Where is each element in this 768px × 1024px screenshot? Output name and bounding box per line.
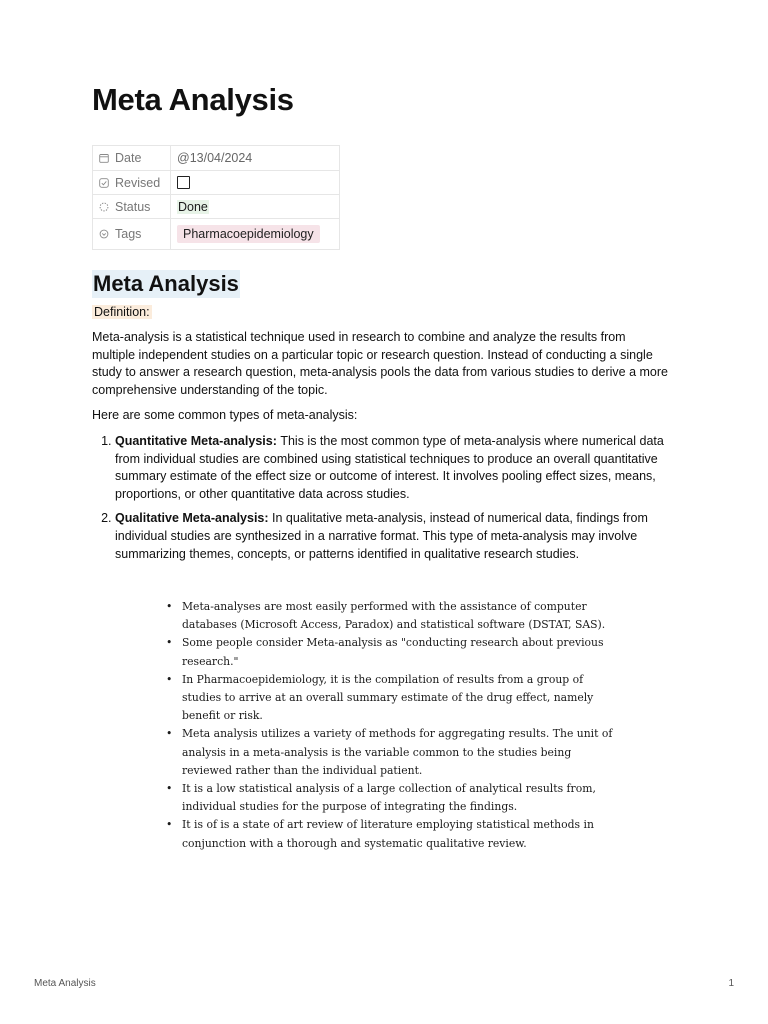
type-separator: : — [264, 511, 273, 526]
scanned-bullet-list — [160, 598, 620, 853]
property-key-revised: Revised — [115, 175, 161, 190]
list-item-quantitative — [115, 433, 672, 503]
scanned-notes-image — [160, 598, 620, 853]
type-description: In qualitative meta-analysis, instead of numerical data, findings from individual studies are synthesized in a narrative format. This type of meta-analysis may involve summarizing themes, concepts, or patterns identified in qualitative research studies. — [115, 511, 648, 561]
property-key-cell — [93, 195, 171, 219]
property-value-cell[interactable] — [171, 195, 340, 219]
page-content — [92, 270, 672, 570]
checkbox-property-icon — [99, 178, 109, 188]
intro-paragraph: Meta-analysis is a statistical technique used in research to combine and analyze the results from multiple independent studies on a particular topic or research question. Instead of conducting a single study to answer a research question, meta-analysis pools the data from various studies to derive a more comprehensive understanding of the topic. — [92, 330, 668, 397]
status-badge[interactable]: Done — [178, 199, 208, 214]
definition-line — [92, 304, 672, 321]
property-key-cell — [93, 171, 171, 195]
property-row-status[interactable] — [93, 195, 340, 219]
scanned-bullet: • Meta analysis utilizes a variety of methods for aggregating results. The unit of analysis in a meta-analysis is the variable common to the studies being reviewed rather than the individual patient. — [182, 725, 620, 780]
property-value-cell[interactable] — [171, 171, 340, 195]
tag-chip[interactable]: Pharmacoepidemiology — [177, 225, 320, 243]
property-key-tags: Tags — [115, 227, 142, 241]
property-row-revised[interactable] — [93, 171, 340, 195]
tag-icon — [99, 229, 109, 239]
property-key-cell — [93, 219, 171, 250]
type-title: Quantitative Meta-analysis — [115, 433, 273, 448]
property-key-cell — [93, 146, 171, 171]
type-title: Qualitative Meta-analysis — [115, 511, 265, 526]
definition-label: Definition: — [94, 305, 150, 319]
status-icon — [99, 202, 109, 212]
type-separator: : — [272, 433, 281, 448]
property-row-date[interactable] — [93, 146, 340, 171]
section-heading: Meta Analysis — [93, 271, 239, 296]
scanned-bullet: • In Pharmacoepidemiology, it is the compilation of results from a group of studies to arrive at an overall summary estimate of the drug effect, namely benefit or risk. — [182, 671, 620, 726]
property-key-date: Date — [115, 151, 142, 165]
scanned-bullet: • It is of is a state of art review of literature employing statistical methods in conjunction with a thorough and systematic qualitative review. — [182, 816, 620, 852]
date-value[interactable]: @13/04/2024 — [177, 151, 253, 165]
scanned-bullet: • It is a low statistical analysis of a large collection of analytical results from, individual studies for the purpose of integrating the findings. — [182, 780, 620, 816]
properties-table — [92, 145, 340, 250]
types-intro: Here are some common types of meta-analysis: — [92, 408, 358, 423]
footer-title: Meta Analysis — [34, 978, 96, 989]
page-number: 1 — [728, 978, 734, 989]
list-item-qualitative — [115, 510, 672, 563]
property-value-cell[interactable] — [171, 146, 340, 171]
property-value-cell[interactable] — [171, 219, 340, 250]
page-title: Meta Analysis — [92, 82, 294, 117]
type-description: This is the most common type of meta-analysis where numerical data from individual studies are combined using statistical techniques to produce an overall quantitative summary estimate of the effect size or outcome of interest. It involves pooling effect sizes, means, proportions, or other quantitative data across studies. — [115, 433, 664, 501]
revised-checkbox[interactable] — [177, 176, 190, 189]
types-list — [92, 433, 672, 563]
calendar-icon — [99, 153, 109, 163]
scanned-bullet: • Meta-analyses are most easily performed with the assistance of computer databases (Microsoft Access, Paradox) and statistical software (DSTAT, SAS). — [182, 598, 620, 634]
scanned-bullet: • Some people consider Meta-analysis as "conducting research about previous research." — [182, 634, 620, 670]
property-key-status: Status — [115, 199, 151, 214]
property-row-tags[interactable] — [93, 219, 340, 250]
